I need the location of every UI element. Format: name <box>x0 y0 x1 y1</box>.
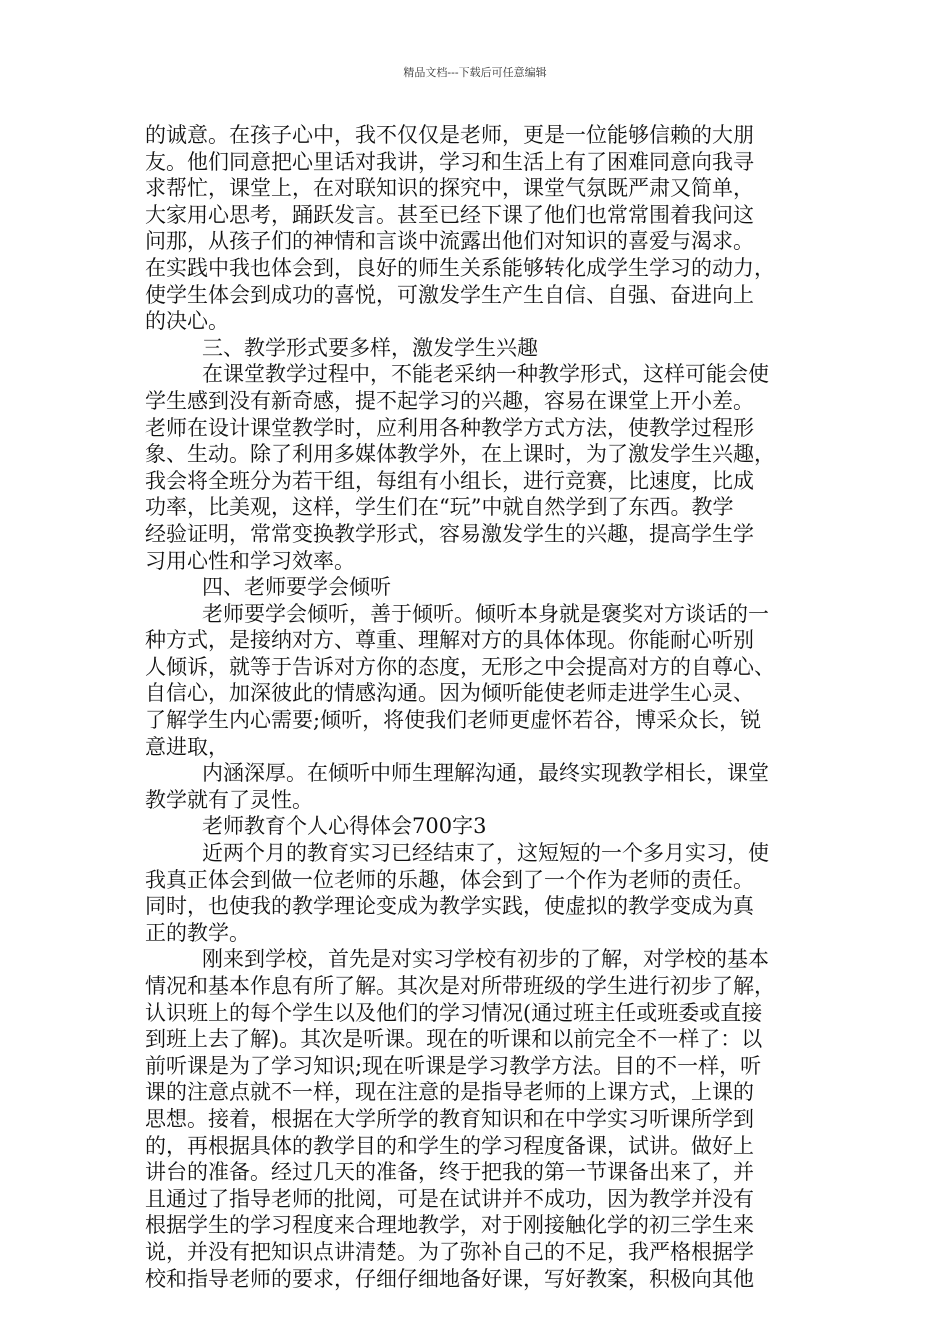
text-line: 象、生动。除了利用多媒体教学外，在上课时，为了激发学生兴趣， <box>145 442 775 467</box>
text-line: 了解学生内心需要;倾听，将使我们老师更虚怀若谷，博采众长，锐 <box>145 708 762 733</box>
text-line: 老师教育个人心得体会700字3 <box>202 814 487 839</box>
text-line: 校和指导老师的要求，仔细仔细地备好课，写好教案，积极向其他 <box>145 1266 754 1291</box>
text-line: 情况和基本作息有所了解。其次是对所带班级的学生进行初步了解， <box>145 974 775 998</box>
text-line: 在课堂教学过程中，不能老采纳一种教学形式，这样可能会使 <box>202 362 769 387</box>
text-line: 友。他们同意把心里话对我讲，学习和生活上有了困难同意向我寻 <box>145 149 754 174</box>
text-line: 老师在设计课堂教学时，应利用各种教学方式方法，使教学过程形 <box>145 415 754 440</box>
text-line: 且通过了指导老师的批阅，可是在试讲并不成功，因为教学并没有 <box>145 1186 754 1211</box>
text-line: 求帮忙，课堂上，在对联知识的探究中，课堂气氛既严肃又简单， <box>145 176 754 201</box>
text-line: 我会将全班分为若干组，每组有小组长，进行竞赛，比速度，比成 <box>145 468 754 493</box>
text-line: 的，再根据具体的教学目的和学生的学习程度备课，试讲。做好上 <box>145 1133 754 1158</box>
page-header: 精品文档---下载后可任意编辑 <box>403 66 547 79</box>
text-line: 内涵深厚。在倾听中师生理解沟通，最终实现教学相长，课堂 <box>202 761 769 786</box>
text-line: 经验证明，常常变换教学形式，容易激发学生的兴趣，提高学生学 <box>145 521 754 546</box>
text-line: 思想。接着，根据在大学所学的教育知识和在中学实习听课所学到 <box>145 1106 754 1131</box>
text-line: 前听课是为了学习知识;现在听课是学习教学方法。目的不一样，听 <box>145 1053 762 1078</box>
text-line: 在实践中我也体会到，良好的师生关系能够转化成学生学习的动力， <box>145 255 775 280</box>
text-line: 近两个月的教育实习已经结束了，这短短的一个多月实习，使 <box>202 841 769 866</box>
text-line: 使学生体会到成功的喜悦，可激发学生产生自信、自强、奋进向上 <box>145 282 754 307</box>
text-line: 的诚意。在孩子心中，我不仅仅是老师，更是一位能够信赖的大朋 <box>145 123 754 147</box>
text-line: 教学就有了灵性。 <box>145 787 313 812</box>
text-line: 功率，比美观，这样，学生们在“玩”中就自然学到了东西。教学 <box>145 495 734 520</box>
text-line: 学生感到没有新奇感，提不起学习的兴趣，容易在课堂上开小差。 <box>145 388 754 413</box>
text-line: 意进取， <box>145 734 229 759</box>
text-line: 的决心。 <box>145 309 229 334</box>
text-line: 问那，从孩子们的神情和言谈中流露出他们对知识的喜爱与渴求。 <box>145 229 754 254</box>
text-line: 我真正体会到做一位老师的乐趣，体会到了一个作为老师的责任。 <box>145 867 754 892</box>
text-line: 讲台的准备。经过几天的准备，终于把我的第一节课备出来了，并 <box>145 1160 754 1185</box>
text-line: 老师要学会倾听，善于倾听。倾听本身就是褒奖对方谈话的一 <box>202 601 769 626</box>
text-line: 课的注意点就不一样，现在注意的是指导老师的上课方式，上课的 <box>145 1080 754 1105</box>
text-line: 人倾诉，就等于告诉对方你的态度，无形之中会提高对方的自尊心、 <box>145 654 775 679</box>
text-line: 大家用心思考，踊跃发言。甚至已经下课了他们也常常围着我问这 <box>145 202 754 227</box>
text-line: 说，并没有把知识点讲清楚。为了弥补自己的不足，我严格根据学 <box>145 1239 754 1264</box>
text-line: 同时，也使我的教学理论变成为教学实践，使虚拟的教学变成为真 <box>145 894 754 919</box>
text-line: 认识班上的每个学生以及他们的学习情况(通过班主任或班委或直接 <box>145 1000 763 1025</box>
text-line: 根据学生的学习程度来合理地教学，对于刚接触化学的初三学生来 <box>145 1213 754 1238</box>
text-line: 种方式，是接纳对方、尊重、理解对方的具体体现。你能耐心听别 <box>145 628 754 653</box>
text-line: 三、教学形式要多样，激发学生兴趣 <box>202 335 538 360</box>
document-body <box>145 122 805 1292</box>
text-line: 四、老师要学会倾听 <box>202 575 391 600</box>
text-line: 到班上去了解)。其次是听课。现在的听课和以前完全不一样了：以 <box>145 1027 763 1052</box>
text-line: 自信心，加深彼此的情感沟通。因为倾听能使老师走进学生心灵、 <box>145 681 754 706</box>
text-line: 刚来到学校，首先是对实习学校有初步的了解，对学校的基本 <box>202 947 769 972</box>
text-line: 习用心性和学习效率。 <box>145 548 355 573</box>
text-line: 正的教学。 <box>145 920 250 945</box>
